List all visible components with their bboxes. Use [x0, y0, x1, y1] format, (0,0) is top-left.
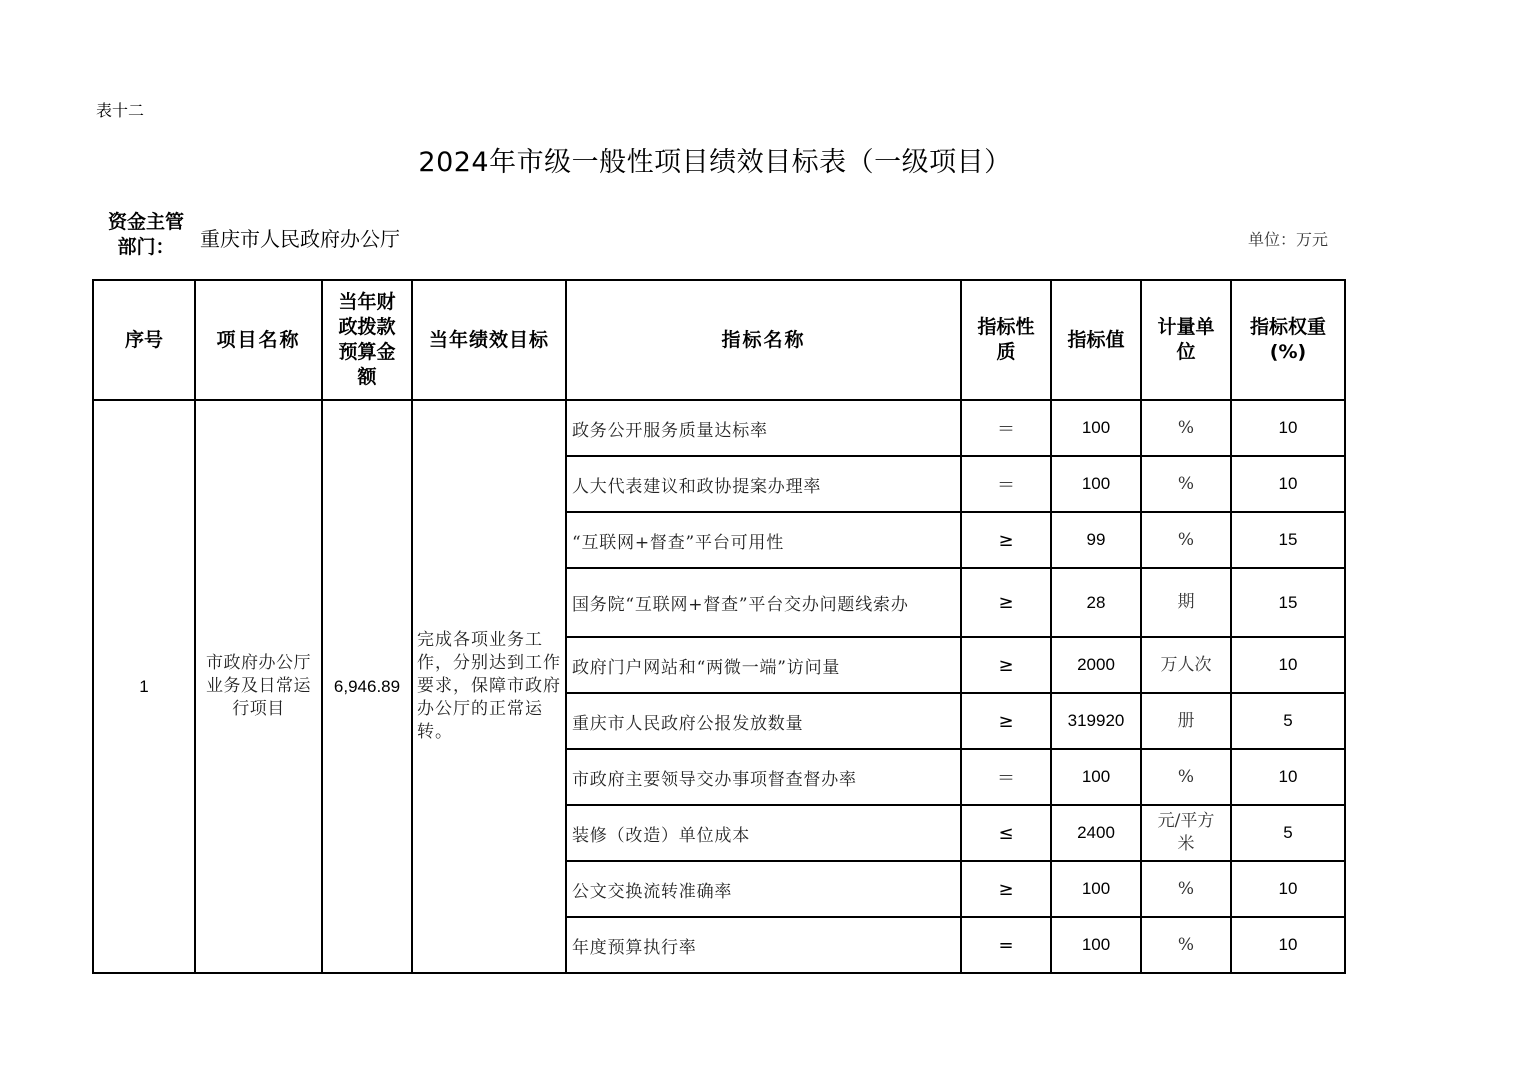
indicator-name: 政府门户网站和“两微一端”访问量	[566, 637, 961, 693]
table-number: 表十二	[96, 101, 145, 120]
indicator-name: 重庆市人民政府公报发放数量	[566, 693, 961, 749]
col-header-unit: 计量单位	[1141, 280, 1231, 400]
indicator-unit: %	[1141, 456, 1231, 512]
indicator-weight: 5	[1231, 805, 1345, 861]
table-body	[93, 400, 1345, 973]
indicator-nature: ≤	[961, 805, 1051, 861]
indicator-value: 100	[1051, 456, 1141, 512]
indicator-unit: %	[1141, 512, 1231, 568]
unit-note: 单位：万元	[1248, 230, 1329, 249]
page-title: 2024年市级一般性项目绩效目标表（一级项目）	[418, 147, 1012, 178]
indicator-nature: ≥	[961, 568, 1051, 637]
indicator-name: 政务公开服务质量达标率	[566, 400, 961, 456]
col-header-nature: 指标性质	[961, 280, 1051, 400]
indicator-unit: %	[1141, 400, 1231, 456]
project-seq: 1	[93, 400, 195, 973]
col-header-goal: 当年绩效目标	[412, 280, 566, 400]
indicator-weight: 10	[1231, 456, 1345, 512]
department-label: 资金主管部门：	[107, 211, 184, 258]
indicator-weight: 10	[1231, 861, 1345, 917]
project-name: 市政府办公厅业务及日常运行项目	[195, 400, 322, 973]
indicator-weight: 5	[1231, 693, 1345, 749]
indicator-value: 2400	[1051, 805, 1141, 861]
indicator-nature: ≥	[961, 512, 1051, 568]
indicator-value: 2000	[1051, 637, 1141, 693]
indicator-name: 人大代表建议和政协提案办理率	[566, 456, 961, 512]
col-header-indicator: 指标名称	[566, 280, 961, 400]
indicator-weight: 10	[1231, 637, 1345, 693]
indicator-nature: =	[961, 917, 1051, 973]
col-header-seq: 序号	[93, 280, 195, 400]
indicator-unit: 册	[1141, 693, 1231, 749]
header-row	[93, 280, 1345, 400]
indicator-name: 装修（改造）单位成本	[566, 805, 961, 861]
indicator-unit: %	[1141, 749, 1231, 805]
indicator-nature: ＝	[961, 456, 1051, 512]
indicator-value: 100	[1051, 917, 1141, 973]
indicator-name: 年度预算执行率	[566, 917, 961, 973]
indicator-nature: ＝	[961, 749, 1051, 805]
indicator-nature: ≥	[961, 693, 1051, 749]
indicator-name: 国务院“互联网+督查”平台交办问题线索办	[566, 568, 961, 637]
indicator-name: “互联网+督查”平台可用性	[566, 512, 961, 568]
col-header-project-name: 项目名称	[195, 280, 322, 400]
department-value: 重庆市人民政府办公厅	[200, 227, 400, 251]
indicator-value: 100	[1051, 861, 1141, 917]
col-header-weight: 指标权重(%)	[1231, 280, 1345, 400]
indicator-nature: ≥	[961, 861, 1051, 917]
indicator-weight: 10	[1231, 749, 1345, 805]
indicator-value: 99	[1051, 512, 1141, 568]
indicator-weight: 10	[1231, 400, 1345, 456]
performance-table	[92, 279, 1346, 974]
project-goal: 完成各项业务工作，分别达到工作要求，保障市政府办公厅的正常运转。	[412, 400, 566, 973]
indicator-unit: 元/平方米	[1141, 805, 1231, 861]
table-row	[93, 400, 1345, 456]
indicator-value: 100	[1051, 749, 1141, 805]
indicator-unit: 期	[1141, 568, 1231, 637]
indicator-weight: 15	[1231, 512, 1345, 568]
indicator-unit: 万人次	[1141, 637, 1231, 693]
indicator-name: 公文交换流转准确率	[566, 861, 961, 917]
indicator-name: 市政府主要领导交办事项督查督办率	[566, 749, 961, 805]
indicator-weight: 15	[1231, 568, 1345, 637]
indicator-nature: ≥	[961, 637, 1051, 693]
indicator-unit: %	[1141, 917, 1231, 973]
col-header-budget: 当年财政拨款预算金额	[322, 280, 412, 400]
col-header-value: 指标值	[1051, 280, 1141, 400]
indicator-value: 100	[1051, 400, 1141, 456]
project-budget: 6,946.89	[322, 400, 412, 973]
indicator-weight: 10	[1231, 917, 1345, 973]
indicator-value: 28	[1051, 568, 1141, 637]
indicator-value: 319920	[1051, 693, 1141, 749]
indicator-nature: ＝	[961, 400, 1051, 456]
indicator-unit: %	[1141, 861, 1231, 917]
